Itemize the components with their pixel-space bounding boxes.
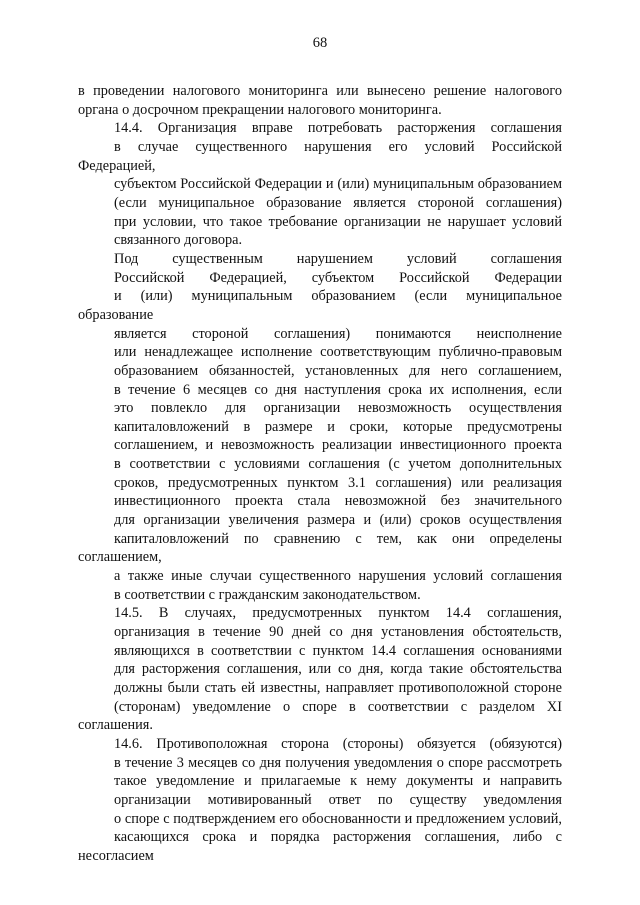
- text-line: такое уведомление и прилагаемые к нему документы и направить: [114, 773, 562, 790]
- text-line: Под существенным нарушением условий соглашения: [114, 250, 562, 267]
- text-line: инвестиционного проекта стала невозможной без значительного: [114, 493, 562, 510]
- text-line: являющихся в соответствии с пунктом 14.4 соглашения основаниями: [114, 642, 562, 659]
- text-line: 14.4. Организация вправе потребовать расторжения соглашения: [114, 120, 562, 137]
- text-line: образованием обязанностей, установленных для него соглашением,: [114, 362, 562, 379]
- text-line: Российской Федерацией, субъектом Российской Федерации: [114, 269, 562, 286]
- text-line: субъектом Российской Федерации и (или) муниципальным образованием: [114, 176, 562, 193]
- text-line: или ненадлежащее исполнение соответствующим публично-правовым: [114, 344, 562, 361]
- text-line: в течение 6 месяцев со дня наступления срока их исполнения, если: [114, 381, 562, 398]
- text-line: организации мотивированный ответ по существу уведомления: [114, 791, 562, 808]
- text-line: 14.6. Противоположная сторона (стороны) обязуется (обязуются): [114, 735, 562, 752]
- text-line: в случае существенного нарушения его условий Российской Федерацией,: [78, 138, 562, 174]
- paragraph-p-14-4: [78, 119, 562, 250]
- text-line: касающихся срока и порядка расторжения соглашения, либо с несогласием: [78, 829, 562, 864]
- text-line: для организации увеличения размера и (или) сроков осуществления: [114, 512, 562, 529]
- text-line: в соответствии с условиями соглашения (с учетом дополнительных: [114, 456, 562, 473]
- text-line: в соответствии с гражданским законодательством.: [114, 586, 421, 603]
- paragraph-p-continuation: [78, 82, 562, 119]
- text-line: капиталовложений по сравнению с тем, как они определены соглашением,: [78, 530, 562, 566]
- text-line: о споре с подтверждением его обоснованности и предложением условий,: [114, 810, 562, 827]
- text-line: сроков, предусмотренных пунктом 3.1 соглашения) или реализация: [114, 474, 562, 491]
- text-line: в проведении налогового мониторинга или вынесено решение налогового: [78, 83, 562, 99]
- text-line: должны были стать ей известны, направляет противоположной стороне: [114, 680, 562, 696]
- text-line: (если муниципальное образование является стороной соглашения): [114, 194, 562, 211]
- text-line: органа о досрочном прекращении налогового мониторинга.: [78, 101, 442, 118]
- text-line: связанного договора.: [114, 232, 243, 249]
- text-line: 14.5. В случаях, предусмотренных пунктом 14.4 соглашения,: [114, 605, 562, 622]
- text-line: это повлекло для организации невозможность осуществления: [114, 400, 562, 417]
- text-line: капиталовложений в размере и сроки, которые предусмотрены: [114, 418, 562, 435]
- text-line: является стороной соглашения) понимаются неисполнение: [114, 325, 562, 342]
- text-line: для расторжения соглашения, или со дня, когда такие обстоятельства: [114, 661, 562, 678]
- text-line: (сторонам) уведомление о споре в соответствии с разделом XI соглашения.: [78, 698, 562, 734]
- paragraph-p-14-5: [78, 604, 562, 735]
- page-number: 68: [312, 35, 328, 51]
- text-line: соглашением, и невозможность реализации инвестиционного проекта: [114, 437, 562, 454]
- paragraph-p-14-4-b: [78, 250, 562, 604]
- text-line: организация в течение 90 дней со дня установления обстоятельств,: [114, 624, 562, 641]
- document-body: [78, 82, 562, 866]
- text-line: в течение 3 месяцев со дня получения уведомления о споре рассмотреть: [114, 754, 562, 771]
- text-line: а также иные случаи существенного нарушения условий соглашения: [114, 568, 562, 585]
- text-line: при условии, что такое требование организации не нарушает условий: [114, 213, 562, 230]
- text-line: и (или) муниципальным образованием (если муниципальное образование: [78, 288, 562, 323]
- paragraph-p-14-6: [78, 735, 562, 866]
